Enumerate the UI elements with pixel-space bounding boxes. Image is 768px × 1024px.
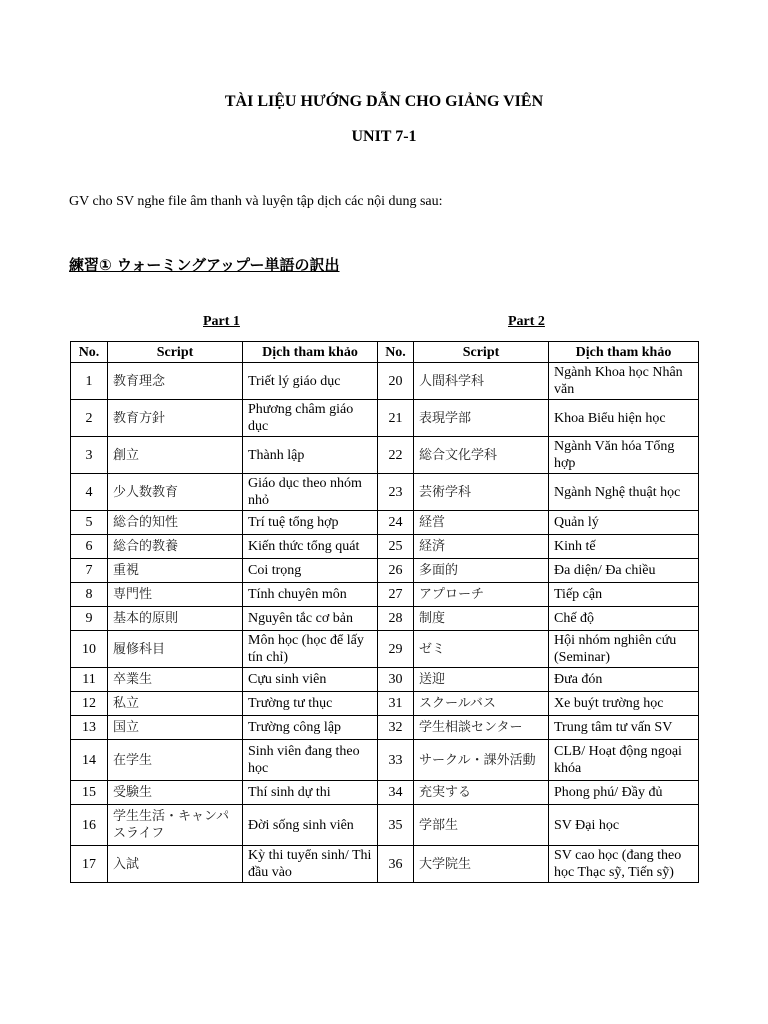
script-part1: 総合的知性 [108,511,243,535]
translation-part1: Thí sinh dự thi [243,781,378,805]
table-row [71,668,699,692]
row-number-part2: 24 [378,511,414,535]
row-number-part1: 11 [71,668,108,692]
row-number-part1: 17 [71,846,108,883]
script-part2: 多面的 [414,559,549,583]
translation-part1: Trí tuệ tổng hợp [243,511,378,535]
row-number-part1: 16 [71,805,108,846]
row-number-part2: 25 [378,535,414,559]
row-number-part1: 9 [71,607,108,631]
row-number-part2: 32 [378,716,414,740]
script-part2: 送迎 [414,668,549,692]
row-number-part1: 6 [71,535,108,559]
script-part1: 在学生 [108,740,243,781]
script-part2: 人間科学科 [414,363,549,400]
translation-part1: Đời sống sinh viên [243,805,378,846]
table-row [71,511,699,535]
table-header-row [71,342,699,363]
translation-part2: Tiếp cận [549,583,699,607]
translation-part1: Kỳ thi tuyển sinh/ Thi đầu vào [243,846,378,883]
row-number-part1: 13 [71,716,108,740]
translation-part2: Phong phú/ Đầy đủ [549,781,699,805]
row-number-part2: 20 [378,363,414,400]
row-number-part2: 27 [378,583,414,607]
script-part1: 卒業生 [108,668,243,692]
translation-part2: Đưa đón [549,668,699,692]
translation-part1: Trường công lập [243,716,378,740]
unit-subtitle: UNIT 7-1 [351,128,417,145]
table-row [71,692,699,716]
vocabulary-table [70,341,699,883]
script-part2: サークル・課外活動 [414,740,549,781]
row-number-part1: 7 [71,559,108,583]
exercise-heading: 練習① ウォーミングアップー単語の訳出 [69,256,340,274]
table-row [71,781,699,805]
script-part2: 制度 [414,607,549,631]
page-title: TÀI LIỆU HƯỚNG DẪN CHO GIẢNG VIÊN [224,93,544,110]
script-part2: 学生相談センター [414,716,549,740]
translation-part2: Kinh tế [549,535,699,559]
translation-part2: Đa diện/ Đa chiều [549,559,699,583]
translation-part1: Nguyên tắc cơ bản [243,607,378,631]
translation-part2: Quản lý [549,511,699,535]
translation-part1: Tính chuyên môn [243,583,378,607]
translation-part1: Kiến thức tổng quát [243,535,378,559]
table-row [71,363,699,400]
row-number-part1: 5 [71,511,108,535]
instruction-text: GV cho SV nghe file âm thanh và luyện tập dịch các nội dung sau: [69,194,443,209]
script-part1: 専門性 [108,583,243,607]
translation-part2: CLB/ Hoạt động ngoại khóa [549,740,699,781]
translation-part2: Chế độ [549,607,699,631]
translation-part2: Ngành Nghệ thuật học [549,474,699,511]
row-number-part1: 1 [71,363,108,400]
script-part1: 総合的教養 [108,535,243,559]
script-part1: 国立 [108,716,243,740]
header-no-part1: No. [71,342,108,363]
row-number-part1: 12 [71,692,108,716]
script-part1: 重視 [108,559,243,583]
script-part2: スクールバス [414,692,549,716]
script-part2: 学部生 [414,805,549,846]
table-row [71,474,699,511]
translation-part1: Sinh viên đang theo học [243,740,378,781]
row-number-part1: 4 [71,474,108,511]
script-part1: 受験生 [108,781,243,805]
script-part2: 経済 [414,535,549,559]
part1-label: Part 1 [203,314,240,329]
row-number-part1: 14 [71,740,108,781]
translation-part1: Phương châm giáo dục [243,400,378,437]
translation-part1: Cựu sinh viên [243,668,378,692]
translation-part1: Giáo dục theo nhóm nhỏ [243,474,378,511]
row-number-part2: 30 [378,668,414,692]
row-number-part2: 29 [378,631,414,668]
script-part2: アプローチ [414,583,549,607]
row-number-part2: 34 [378,781,414,805]
translation-part2: Xe buýt trường học [549,692,699,716]
translation-part1: Coi trọng [243,559,378,583]
table-row [71,607,699,631]
script-part1: 入試 [108,846,243,883]
row-number-part1: 15 [71,781,108,805]
script-part2: 充実する [414,781,549,805]
row-number-part2: 26 [378,559,414,583]
script-part1: 少人数教育 [108,474,243,511]
script-part2: 総合文化学科 [414,437,549,474]
script-part2: 大学院生 [414,846,549,883]
row-number-part2: 33 [378,740,414,781]
script-part2: ゼミ [414,631,549,668]
script-part1: 教育方針 [108,400,243,437]
row-number-part1: 8 [71,583,108,607]
table-row [71,740,699,781]
script-part1: 基本的原則 [108,607,243,631]
row-number-part1: 2 [71,400,108,437]
script-part1: 私立 [108,692,243,716]
row-number-part2: 21 [378,400,414,437]
row-number-part1: 10 [71,631,108,668]
header-translation-part2: Dịch tham khảo [549,342,699,363]
header-script-part1: Script [108,342,243,363]
translation-part1: Trường tư thục [243,692,378,716]
script-part2: 芸術学科 [414,474,549,511]
header-script-part2: Script [414,342,549,363]
script-part1: 学生生活・キャンパスライフ [108,805,243,846]
header-translation-part1: Dịch tham khảo [243,342,378,363]
translation-part1: Môn học (học để lấy tín chỉ) [243,631,378,668]
script-part2: 表現学部 [414,400,549,437]
table-row [71,716,699,740]
table-row [71,559,699,583]
table-row [71,583,699,607]
row-number-part1: 3 [71,437,108,474]
script-part2: 経営 [414,511,549,535]
row-number-part2: 23 [378,474,414,511]
part2-label: Part 2 [508,314,545,329]
row-number-part2: 31 [378,692,414,716]
row-number-part2: 28 [378,607,414,631]
translation-part2: Trung tâm tư vấn SV [549,716,699,740]
script-part1: 教育理念 [108,363,243,400]
translation-part2: Ngành Văn hóa Tổng hợp [549,437,699,474]
row-number-part2: 36 [378,846,414,883]
row-number-part2: 35 [378,805,414,846]
table-row [71,846,699,883]
table-row [71,400,699,437]
translation-part1: Triết lý giáo dục [243,363,378,400]
table-row [71,805,699,846]
table-body [71,363,699,883]
translation-part2: SV Đại học [549,805,699,846]
translation-part2: Hội nhóm nghiên cứu (Seminar) [549,631,699,668]
translation-part2: Ngành Khoa học Nhân văn [549,363,699,400]
table-row [71,437,699,474]
row-number-part2: 22 [378,437,414,474]
script-part1: 創立 [108,437,243,474]
table-row [71,535,699,559]
translation-part1: Thành lập [243,437,378,474]
script-part1: 履修科目 [108,631,243,668]
translation-part2: Khoa Biểu hiện học [549,400,699,437]
header-no-part2: No. [378,342,414,363]
translation-part2: SV cao học (đang theo học Thạc sỹ, Tiến sỹ) [549,846,699,883]
table-row [71,631,699,668]
